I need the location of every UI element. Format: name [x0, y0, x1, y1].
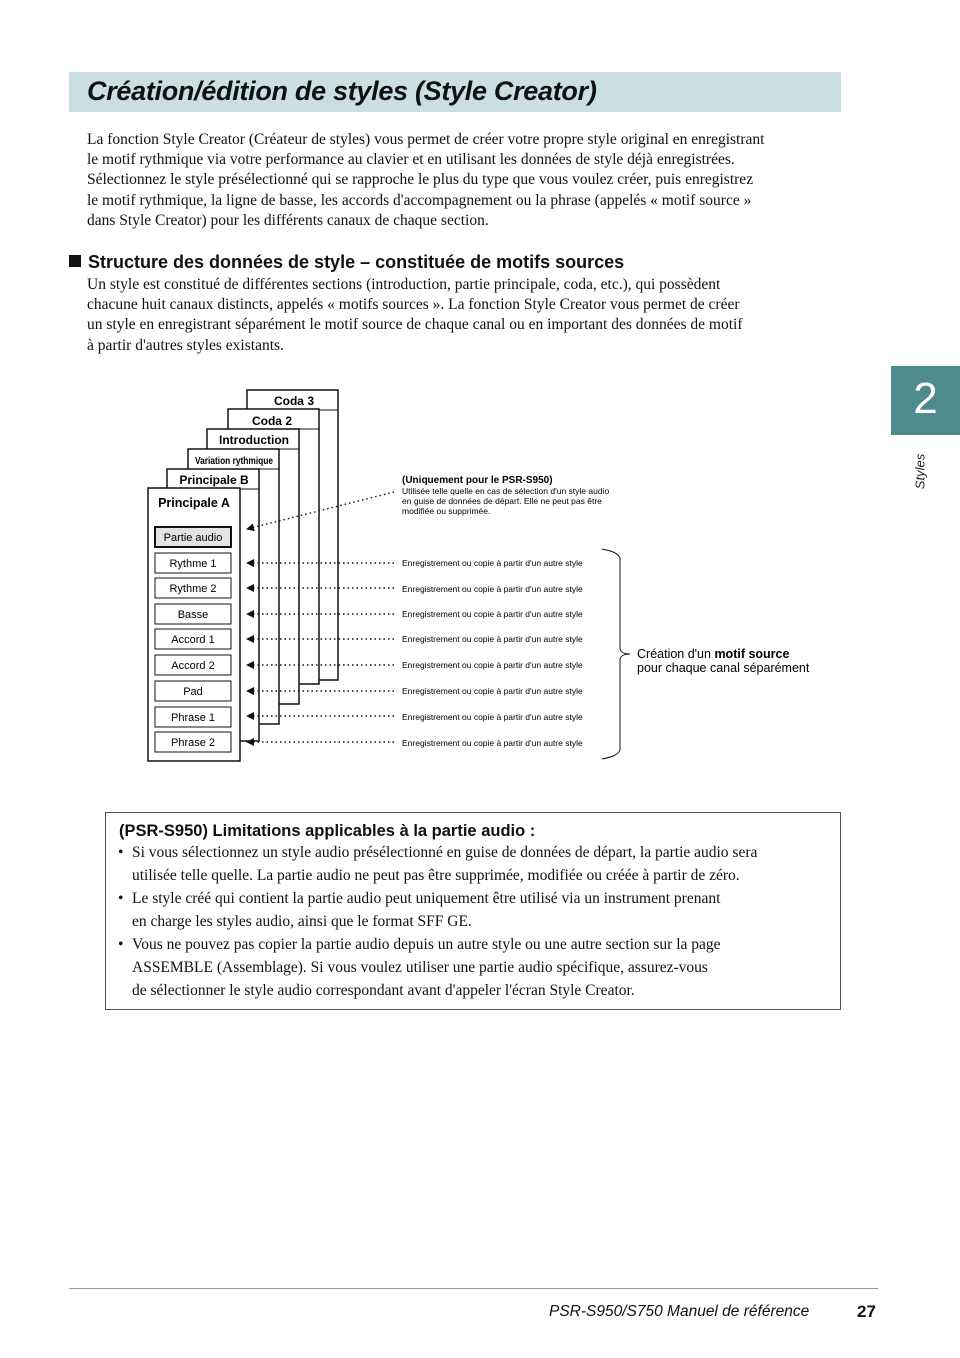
audio-note-line: en guise de données de départ. Elle ne peut pas être [402, 496, 602, 506]
section-label: Variation rythmique [195, 456, 274, 467]
note-item [118, 933, 830, 1002]
bracket-label-line2: pour chaque canal séparément [637, 661, 810, 675]
audio-part-label: Partie audio [163, 532, 223, 544]
chapter-label-text: Styles [912, 453, 928, 490]
channel-note: Enregistrement ou copie à partir d'un autre style [402, 609, 583, 619]
note-title: (PSR-S950) Limitations applicables à la partie audio : [119, 822, 536, 840]
page-number: 27 [857, 1302, 876, 1321]
audio-note [402, 475, 609, 516]
note-list [118, 841, 830, 1002]
note-line: Si vous sélectionnez un style audio présélectionné en guise de données de départ, la partie audio sera [132, 844, 758, 861]
intro-line: Sélectionnez le style présélectionné qui se rapproche le plus du type que vous voulez créer, puis enregistrez [87, 171, 754, 189]
note-line: utilisée telle quelle. La partie audio ne peut pas être supprimée, modifiée ou créée à partir de zéro. [132, 867, 740, 884]
section-label: Coda 2 [251, 414, 293, 428]
channel-note: Enregistrement ou copie à partir d'un autre style [402, 712, 583, 722]
audio-part-box [155, 527, 231, 547]
note-line: Le style créé qui contient la partie audio peut uniquement être utilisé via un instrument prenant [132, 890, 721, 907]
section-body [87, 275, 827, 356]
channel-note: Enregistrement ou copie à partir d'un autre style [402, 686, 583, 696]
channel-row [155, 681, 583, 701]
channel-note: Enregistrement ou copie à partir d'un autre style [402, 738, 583, 748]
intro-line: le motif rythmique, la ligne de basse, les accords d'accompagnement ou la phrase (appelés « motif source » [87, 191, 752, 209]
section-label: Coda 3 [273, 394, 315, 408]
bracket [602, 549, 630, 759]
section-heading-text: Structure des données de style – constituée de motifs sources [88, 252, 625, 272]
channel-note: Enregistrement ou copie à partir d'un autre style [402, 660, 583, 670]
channel-label: Phrase 2 [170, 737, 216, 749]
channel-label: Pad [183, 686, 203, 698]
channel-row [155, 707, 583, 727]
section-label: Principale B [179, 473, 249, 487]
intro-paragraph [87, 130, 832, 231]
intro-line: le motif rythmique via votre performance au clavier et en utilisant les données de style déjà enregistrées. [87, 151, 735, 169]
note-item [118, 887, 830, 933]
footer-manual-title: PSR-S950/S750 Manuel de référence [549, 1303, 810, 1320]
section-heading [69, 252, 624, 273]
channel-row [155, 578, 583, 598]
channel-label: Accord 1 [171, 634, 215, 646]
bracket-label-line1: Création d'un motif source [637, 647, 790, 661]
audio-note-title: (Uniquement pour le PSR-S950) [402, 475, 553, 486]
channel-row [155, 604, 583, 624]
audio-note-line: Utilisée telle quelle en cas de sélection d'un style audio [402, 486, 610, 496]
channel-label: Rythme 2 [169, 583, 217, 595]
chapter-number: 2 [913, 374, 938, 423]
note-item [118, 841, 830, 887]
footer-rule [69, 1288, 878, 1289]
square-bullet-icon [69, 255, 81, 267]
channel-note: Enregistrement ou copie à partir d'un autre style [402, 634, 583, 644]
section-line: un style en enregistrant séparément le motif source de chaque canal ou en important des données de motif [87, 316, 743, 334]
channel-note: Enregistrement ou copie à partir d'un autre style [402, 558, 583, 568]
channel-row [155, 732, 583, 752]
channel-label: Accord 2 [171, 660, 215, 672]
section-line: Un style est constitué de différentes sections (introduction, partie principale, coda, etc.), qui possèdent [87, 276, 721, 293]
title-bar [69, 72, 841, 112]
note-line: Vous ne pouvez pas copier la partie audio depuis un autre style ou une autre section sur la page [132, 936, 721, 953]
channel-label: Rythme 1 [169, 558, 217, 570]
note-line: de sélectionner le style audio correspondant avant d'appeler l'écran Style Creator. [132, 982, 635, 999]
section-label: Principale A [158, 496, 230, 510]
intro-line: La fonction Style Creator (Créateur de styles) vous permet de créer votre propre style original en enregistrant [87, 131, 765, 148]
intro-line: dans Style Creator) pour les différents canaux de chaque section. [87, 211, 489, 229]
channel-row [155, 629, 583, 649]
style-structure-diagram [0, 380, 960, 780]
section-line: à partir d'autres styles existants. [87, 336, 284, 354]
note-line: ASSEMBLE (Assemblage). Si vous voulez utiliser une partie audio spécifique, assurez-vous [132, 959, 708, 976]
channel-row [155, 655, 583, 675]
page-title: Création/édition de styles (Style Creator) [87, 76, 597, 106]
section-line: chacune huit canaux distincts, appelés « motifs sources ». La fonction Style Creator vous permet de créer [87, 296, 740, 314]
channel-note: Enregistrement ou copie à partir d'un autre style [402, 584, 583, 594]
audio-note-line: modifiée ou supprimée. [402, 506, 491, 516]
channel-label: Phrase 1 [170, 712, 216, 724]
note-line: en charge les styles audio, ainsi que le format SFF GE. [132, 913, 472, 930]
limitations-note-box [105, 812, 841, 1010]
channel-label: Basse [177, 609, 209, 621]
channel-row [155, 553, 583, 573]
section-label: Introduction [219, 433, 289, 447]
